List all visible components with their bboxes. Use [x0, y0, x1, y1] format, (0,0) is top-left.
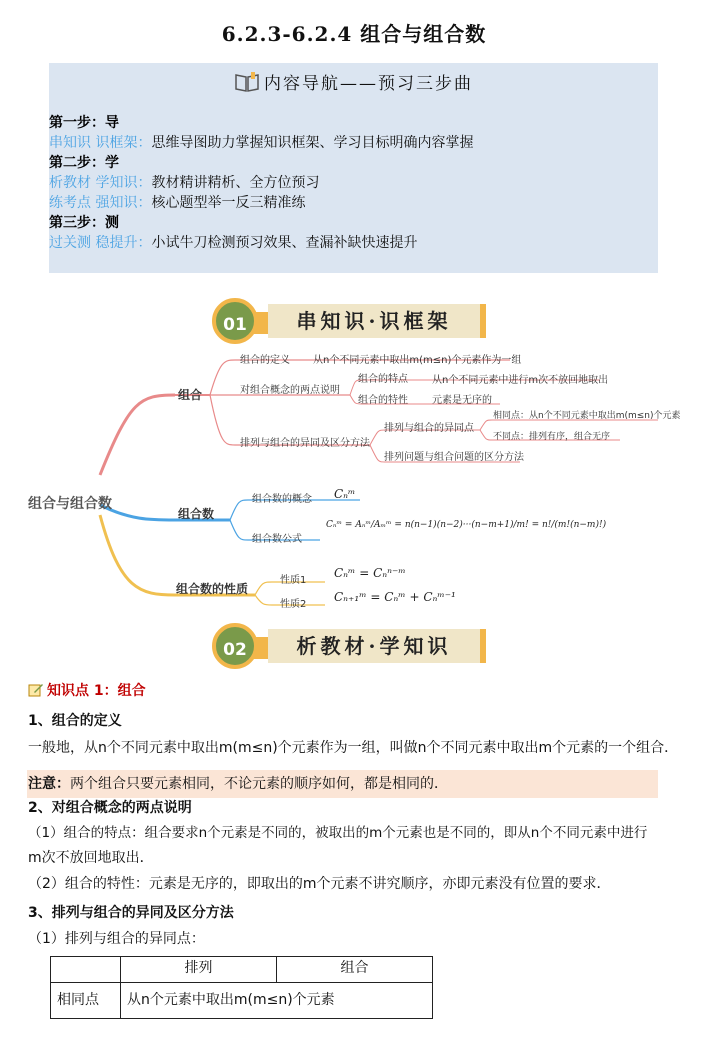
section-2-line1b: m次不放回地取出． [28, 850, 154, 866]
mindmap-formula-text: Cₙᵐ = Aₙᵐ/Aₘᵐ = n(n−1)(n−2)···(n−m+1)/m! = n!/(m!(n−m)!) [326, 520, 607, 530]
section-1-text: 一般地，从n个不同元素中取出m(m≤n)个元素作为一组，叫做n个不同元素中取出m个元素的一个组合． [28, 740, 679, 756]
table-header-cell: 组合 [277, 957, 433, 983]
badge-02-label: 析教材·学知识 [268, 629, 486, 663]
nav-step2-item2: 练考点 强知识：核心题型举一反三精准练 [49, 195, 306, 211]
book-icon [234, 71, 260, 93]
nav-heading [49, 69, 658, 94]
section-badge-01 [212, 300, 492, 342]
mindmap-def-text: 从n个不同元素中取出m(m≤n)个元素作为一组 [313, 355, 522, 366]
section-2-line2: （2）组合的特性：元素是无序的，即取出的m个元素不讲究顺序，亦即元素没有位置的要求． [28, 876, 611, 892]
mindmap-diff-a: 排列与组合的异同点 [384, 423, 474, 434]
nav-heading-text: 内容导航——预习三步曲 [264, 74, 473, 94]
mindmap-concept-formula: Cₙᵐ [334, 487, 356, 501]
mindmap-branch-combination: 组合 [178, 388, 203, 402]
mindmap-two-points: 对组合概念的两点说明 [240, 385, 340, 396]
mindmap-p2-formula: Cₙ₊₁ᵐ = Cₙᵐ + Cₙᵐ⁻¹ [334, 590, 456, 604]
table-header-cell: 排列 [121, 957, 277, 983]
mindmap-def: 组合的定义 [240, 355, 290, 366]
comparison-table [50, 956, 433, 1019]
mindmap-property-text: 元素是无序的 [432, 395, 492, 406]
badge-02-number: 02 [212, 623, 258, 669]
mindmap-property: 组合的特性 [358, 395, 408, 406]
mindmap-notsame: 不同点：排列有序，组合无序 [493, 432, 611, 442]
mindmap-p1: 性质1 [280, 575, 307, 586]
mindmap-branch-property: 组合数的性质 [176, 582, 249, 596]
badge-01-label: 串知识·识框架 [268, 304, 486, 338]
nav-step1: 第一步：导 [49, 115, 119, 131]
nav-step1-item: 串知识 识框架：思维导图助力掌握知识框架、学习目标明确内容掌握 [49, 135, 474, 151]
table-row [51, 957, 433, 983]
mindmap-feature-text: 从n个不同元素中进行m次不放回地取出 [432, 375, 609, 386]
table-row-text: 从n个元素中取出m(m≤n)个元素 [121, 983, 433, 1019]
knowledge-point-text: 知识点 1：组合 [47, 683, 146, 699]
mindmap-feature: 组合的特点 [358, 374, 408, 385]
mindmap-diff-b: 排列问题与组合问题的区分方法 [384, 452, 524, 463]
mindmap-p2: 性质2 [280, 599, 307, 610]
nav-step2: 第二步：学 [49, 155, 119, 171]
edit-icon [28, 683, 44, 697]
table-row [51, 983, 433, 1019]
section-1-title: 1、组合的定义 [28, 713, 122, 729]
mindmap-p1-formula: Cₙᵐ = Cₙⁿ⁻ᵐ [334, 566, 406, 580]
section-3-sub: （1）排列与组合的异同点： [28, 931, 205, 947]
mindmap-diff: 排列与组合的异同及区分方法 [240, 438, 370, 449]
nav-step2-item1: 析教材 学知识：教材精讲精析、全方位预习 [49, 175, 320, 191]
knowledge-point-title [28, 680, 146, 700]
nav-step3: 第三步：测 [49, 215, 119, 231]
mindmap-concept: 组合数的概念 [252, 494, 312, 505]
table-header-cell [51, 957, 121, 983]
badge-01-number: 01 [212, 298, 258, 344]
mindmap-formula: 组合数公式 [252, 534, 302, 545]
table-row-label: 相同点 [51, 983, 121, 1019]
nav-step3-item: 过关测 稳提升：小试牛刀检测预习效果、查漏补缺快速提升 [49, 235, 418, 251]
mindmap-same: 相同点：从n个不同元素中取出m(m≤n)个元素 [493, 411, 681, 421]
section-3-title: 3、排列与组合的异同及区分方法 [28, 905, 234, 921]
note: 注意：两个组合只要元素相同，不论元素的顺序如何，都是相同的． [28, 776, 448, 792]
mindmap-root: 组合与组合数 [28, 496, 112, 512]
section-2-title: 2、对组合概念的两点说明 [28, 800, 192, 816]
content-nav-box [49, 63, 658, 273]
mindmap-branch-number: 组合数 [178, 507, 215, 521]
page-title: 6.2.3-6.2.4 组合与组合数 [221, 22, 487, 46]
section-badge-02 [212, 625, 492, 667]
section-2-line1: （1）组合的特点：组合要求n个元素是不同的，被取出的m个元素也是不同的，即从n个不同元素中进行 [28, 825, 648, 841]
